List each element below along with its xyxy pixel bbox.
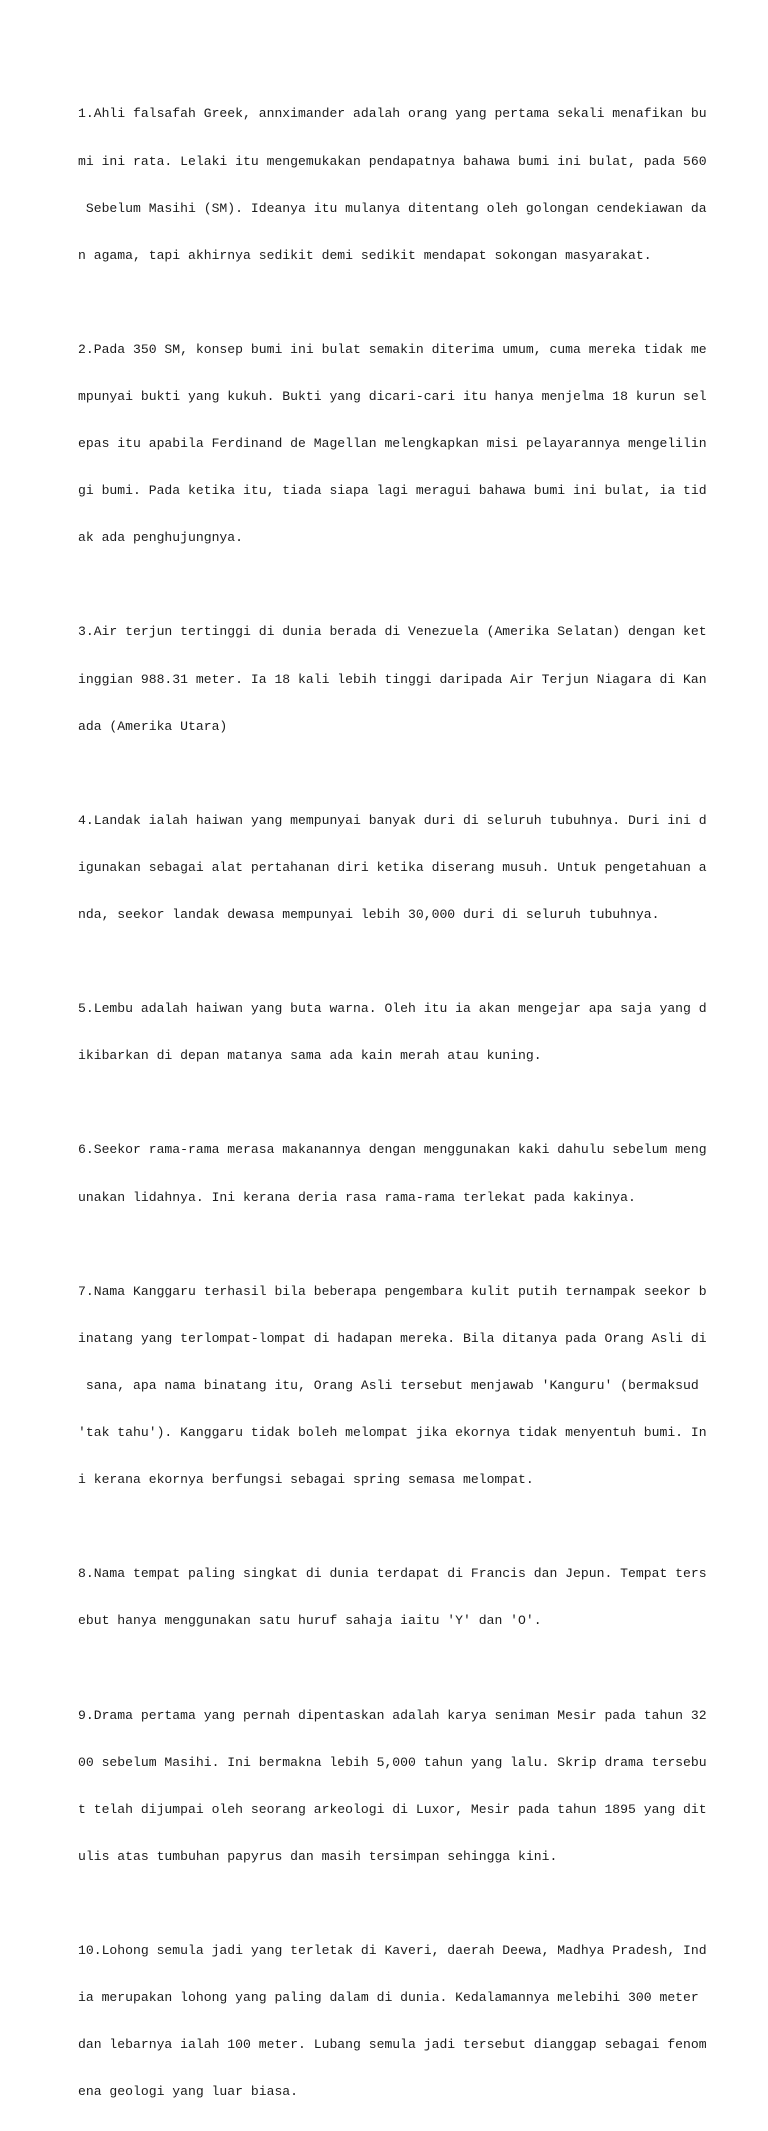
paragraph-7 xyxy=(78,1252,768,1519)
paragraph-5 xyxy=(78,970,768,1096)
paragraph-line: unakan lidahnya. Ini kerana deria rasa rama-rama terlekat pada kakinya. xyxy=(78,1189,636,1205)
paragraph-line: inatang yang terlompat-lompat di hadapan mereka. Bila ditanya pada Orang Asli di xyxy=(78,1330,707,1346)
paragraph-line: 7.Nama Kanggaru terhasil bila beberapa pengembara kulit putih ternampak seekor b xyxy=(78,1283,707,1299)
paragraph-line: inggian 988.31 meter. Ia 18 kali lebih tinggi daripada Air Terjun Niagara di Kan xyxy=(78,671,707,687)
paragraph-10 xyxy=(78,1912,768,2131)
paragraph-line: 9.Drama pertama yang pernah dipentaskan adalah karya seniman Mesir pada tahun 32 xyxy=(78,1707,707,1723)
paragraph-line: 8.Nama tempat paling singkat di dunia terdapat di Francis dan Jepun. Tempat ters xyxy=(78,1566,707,1582)
paragraph-8 xyxy=(78,1535,768,1661)
paragraph-line: 1.Ahli falsafah Greek, annximander adalah orang yang pertama sekali menafikan bu xyxy=(78,106,707,122)
paragraph-line: 00 sebelum Masihi. Ini bermakna lebih 5,000 tahun yang lalu. Skrip drama tersebu xyxy=(78,1754,707,1770)
paragraph-line: ada (Amerika Utara) xyxy=(78,718,228,734)
paragraph-line: ebut hanya menggunakan satu huruf sahaja iaitu 'Y' dan 'O'. xyxy=(78,1613,542,1629)
paragraph-line: 6.Seekor rama-rama merasa makanannya dengan menggunakan kaki dahulu sebelum meng xyxy=(78,1142,707,1158)
paragraph-4 xyxy=(78,781,768,954)
paragraph-line: 5.Lembu adalah haiwan yang buta warna. Oleh itu ia akan mengejar apa saja yang d xyxy=(78,1001,707,1017)
paragraph-line: ak ada penghujungnya. xyxy=(78,530,244,546)
paragraph-line: 2.Pada 350 SM, konsep bumi ini bulat semakin diterima umum, cuma mereka tidak me xyxy=(78,341,707,357)
paragraph-line: 'tak tahu'). Kanggaru tidak boleh melompat jika ekornya tidak menyentuh bumi. In xyxy=(78,1425,707,1441)
paragraph-line: i kerana ekornya berfungsi sebagai spring semasa melompat. xyxy=(78,1472,534,1488)
paragraph-line: sana, apa nama binatang itu, Orang Asli tersebut menjawab 'Kanguru' (bermaksud xyxy=(78,1377,699,1393)
paragraph-line: nda, seekor landak dewasa mempunyai lebih 30,000 duri di seluruh tubuhnya. xyxy=(78,907,660,922)
paragraph-line: 3.Air terjun tertinggi di dunia berada di Venezuela (Amerika Selatan) dengan ket xyxy=(78,624,707,640)
paragraph-9 xyxy=(78,1676,768,1896)
paragraph-line: ulis atas tumbuhan papyrus dan masih tersimpan sehingga kini. xyxy=(78,1848,558,1864)
paragraph-line: igunakan sebagai alat pertahanan diri ketika diserang musuh. Untuk pengetahuan a xyxy=(78,859,707,875)
paragraph-line: Sebelum Masihi (SM). Ideanya itu mulanya ditentang oleh golongan cendekiawan da xyxy=(78,200,707,216)
paragraph-line: dan lebarnya ialah 100 meter. Lubang semula jadi tersebut dianggap sebagai fenom xyxy=(78,2037,707,2053)
paragraph-line: 10.Lohong semula jadi yang terletak di Kaveri, daerah Deewa, Madhya Pradesh, Ind xyxy=(78,1943,707,1959)
paragraph-line: ena geologi yang luar biasa. xyxy=(78,2084,299,2100)
paragraph-3 xyxy=(78,593,768,766)
paragraph-line: ia merupakan lohong yang paling dalam di dunia. Kedalamannya melebihi 300 meter xyxy=(78,1990,699,2006)
paragraph-line: mpunyai bukti yang kukuh. Bukti yang dicari-cari itu hanya menjelma 18 kurun sel xyxy=(78,388,707,404)
paragraph-line: 4.Landak ialah haiwan yang mempunyai banyak duri di seluruh tubuhnya. Duri ini d xyxy=(78,812,707,828)
paragraph-6 xyxy=(78,1111,768,1237)
paragraph-line: ikibarkan di depan matanya sama ada kain merah atau kuning. xyxy=(78,1048,542,1064)
paragraph-line: t telah dijumpai oleh seorang arkeologi di Luxor, Mesir pada tahun 1895 yang dit xyxy=(78,1801,707,1817)
paragraph-1 xyxy=(78,75,768,295)
paragraph-line: epas itu apabila Ferdinand de Magellan melengkapkan misi pelayarannya mengelilin xyxy=(78,436,707,452)
paragraph-line: mi ini rata. Lelaki itu mengemukakan pendapatnya bahawa bumi ini bulat, pada 560 xyxy=(78,153,707,169)
paragraph-line: n agama, tapi akhirnya sedikit demi sedikit mendapat sokongan masyarakat. xyxy=(78,247,652,263)
paragraph-2 xyxy=(78,310,768,577)
paragraph-line: gi bumi. Pada ketika itu, tiada siapa lagi meragui bahawa bumi ini bulat, ia tid xyxy=(78,483,707,499)
